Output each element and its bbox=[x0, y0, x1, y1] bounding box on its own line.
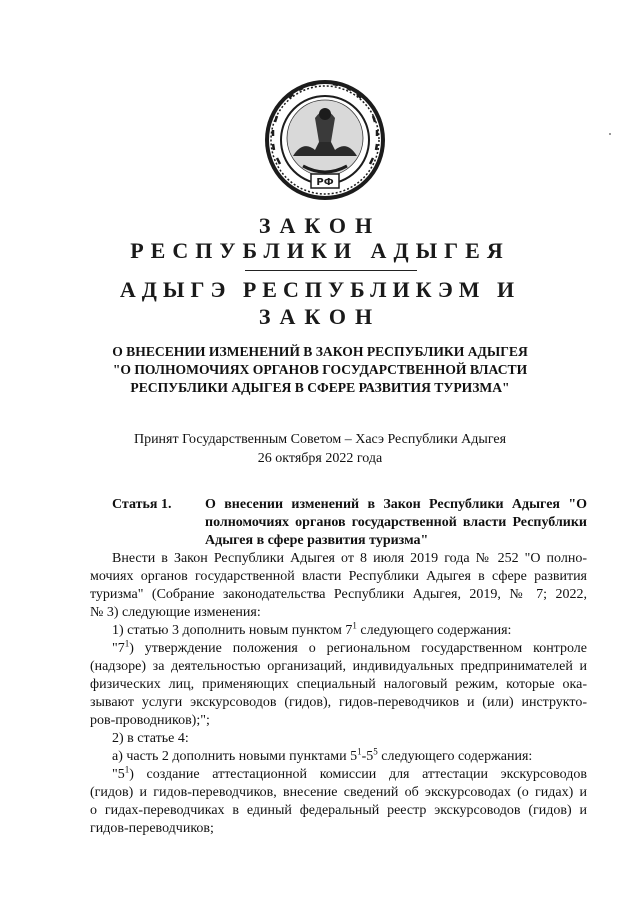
body-line: зывают услуги экскурсоводов (гидов), гидов-переводчиков и (или) инструкто- bbox=[90, 695, 587, 710]
body-line: гидов-переводчиков; bbox=[90, 821, 214, 836]
header-law-title-adyghe: ЗАКОН bbox=[258, 304, 382, 329]
scan-speck bbox=[609, 133, 611, 135]
body-line: о гидах-переводчиках в единый федеральный реестр экскурсоводов (гидов) и bbox=[90, 803, 587, 818]
subject-line-3: РЕСПУБЛИКИ АДЫГЕЯ В СФЕРЕ РАЗВИТИЯ ТУРИЗМА" bbox=[130, 380, 510, 395]
header-republic-name: РЕСПУБЛИКИ АДЫГЕЯ bbox=[130, 238, 510, 263]
article-label: Статья 1. bbox=[112, 497, 172, 512]
adopted-by: Принят Государственным Советом – Хасэ Республики Адыгея bbox=[133, 432, 507, 447]
subject-line-1: О ВНЕСЕНИИ ИЗМЕНЕНИЙ В ЗАКОН РЕСПУБЛИКИ АДЫГЕЯ bbox=[112, 344, 528, 359]
subject-line-2: "О ПОЛНОМОЧИЯХ ОРГАНОВ ГОСУДАРСТВЕННОЙ ВЛАСТИ bbox=[112, 362, 528, 377]
header-law-title: ЗАКОН bbox=[258, 213, 382, 238]
body-line: физических лиц, применяющих специальный налоговый режим, которые ока- bbox=[90, 677, 587, 692]
article-title: О внесении изменений в Закон Республики Адыгея "О полномочиях органов государственной власти Республики Адыгея в сфере развития туризма" bbox=[205, 497, 587, 548]
adopted-date: 26 октября 2022 года bbox=[257, 451, 383, 466]
coat-of-arms-emblem-icon bbox=[263, 78, 387, 202]
body-line: Внести в Закон Республики Адыгея от 8 июля 2019 года № 252 "О полно- bbox=[112, 551, 587, 566]
svg-text:РФ: РФ bbox=[316, 177, 334, 188]
body-line: 2) в статье 4: bbox=[112, 731, 189, 746]
body-line: туризма" (Собрание законодательства Республики Адыгея, 2019, № 7; 2022, bbox=[90, 587, 587, 602]
header-republic-name-adyghe: АДЫГЭ РЕСПУБЛИКЭМ И bbox=[119, 277, 521, 302]
body-line: мочиях органов государственной власти Республики Адыгея в сфере развития bbox=[90, 569, 587, 584]
header-divider bbox=[245, 270, 417, 271]
body-line: № 3) следующие изменения: bbox=[90, 605, 261, 620]
body-line: (надзоре) за деятельностью организаций, индивидуальных предпринимателей и bbox=[90, 659, 587, 674]
body-line: "$7^1$) утверждение положения о региональном государственном контроле bbox=[112, 638, 587, 656]
body-line: ров-проводников);"; bbox=[90, 713, 210, 728]
body-line: "$5^1$) создание аттестационной комиссии для аттестации экскурсоводов bbox=[112, 764, 587, 782]
body-line: а) часть 2 дополнить новыми пунктами $5^1-5^5$ следующего содержания: bbox=[112, 746, 533, 764]
body-line: (гидов) и гидов-переводчиков, внесение сведений об экскурсоводах (о гидах) и bbox=[90, 785, 587, 800]
body-line: 1) статью 3 дополнить новым пунктом $7^1$ следующего содержания: bbox=[112, 620, 512, 638]
